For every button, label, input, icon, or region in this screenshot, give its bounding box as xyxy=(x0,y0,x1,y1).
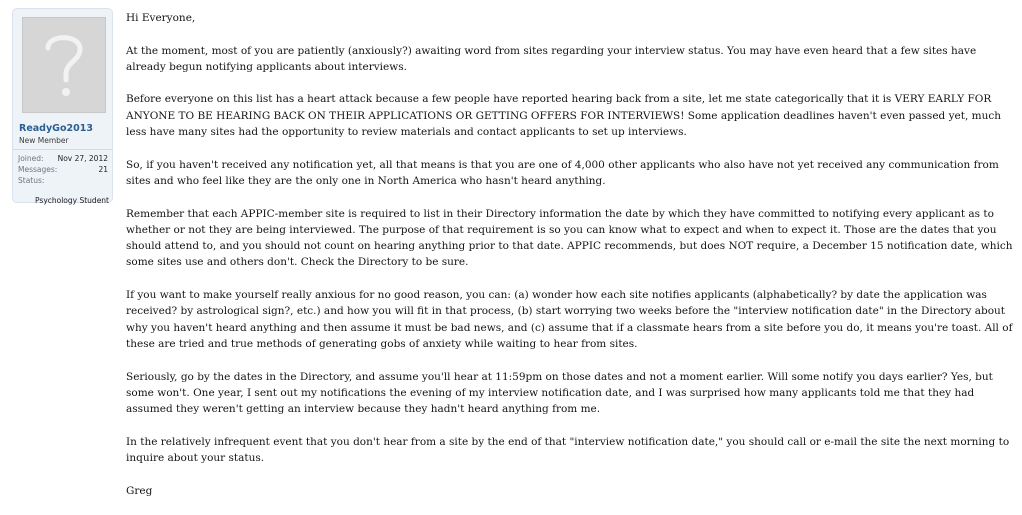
messages-label: Messages: xyxy=(18,165,58,174)
message-paragraph: So, if you haven't received any notification yet, all that means is that you are one of 4,000 other applicants who also have not yet received any communication from sites and who feel like they are the only one in North America who hasn't heard anything. xyxy=(126,158,999,187)
stat-joined xyxy=(18,153,108,164)
joined-value: Nov 27, 2012 xyxy=(57,154,108,163)
stat-messages xyxy=(18,164,108,175)
user-info-panel xyxy=(12,8,113,203)
message-paragraph: Seriously, go by the dates in the Directory, and assume you'll hear at 11:59pm on those dates and not a moment earlier. Will some notify you days earlier? Yes, but some won't. One year, I sent out my notifications the evening of my interview notification date, and I was surprised how many applicants told me that they had assumed they weren't getting an interview because they hadn't heard anything from me. xyxy=(126,370,993,416)
divider xyxy=(13,149,112,150)
status-value: Psychology Student xyxy=(35,196,109,205)
status-label: Status: xyxy=(18,176,45,185)
avatar[interactable] xyxy=(22,17,106,113)
message-body xyxy=(126,10,1014,515)
message-paragraph: At the moment, most of you are patiently (anxiously?) awaiting word from sites regarding your interview status. You may have even heard that a few sites have already begun notifying applicants about interviews. xyxy=(126,44,977,73)
message-paragraph: If you want to make yourself really anxious for no good reason, you can: (a) wonder how each site notifies applicants (alphabetically? by date the application was received? by astrological sign?, etc.) and how you will fit in that process, (b) start worrying two weeks before the "interview notification date" in the Directory about why you haven't heard anything and then assume it must be bad news, and (c) assume that if a classmate hears from a site before you do, it means you're toast. All of these are tried and true methods of generating gobs of anxiety while waiting to hear from sites. xyxy=(126,289,1013,350)
avatar-placeholder-icon xyxy=(23,18,105,112)
message-paragraph: In the relatively infrequent event that you don't hear from a site by the end of that "interview notification date," you should call or e-mail the site the next morning to inquire about your status. xyxy=(126,435,1010,465)
messages-value[interactable]: 21 xyxy=(98,165,108,174)
stat-status xyxy=(18,175,108,186)
message-paragraph: Before everyone on this list has a heart attack because a few people have reported hearing back from a site, let me state categorically that it is VERY EARLY FOR ANYONE TO BE HEARING BACK ON THEIR APPLICATIONS OR GETTING OFFERS FOR INTERVIEWS! Some application deadlines haven't even passed yet, much less have many sites had the opportunity to review materials and contact applicants to set up interviews. xyxy=(126,93,1001,139)
username-link[interactable]: ReadyGo2013 xyxy=(19,123,93,134)
user-stats xyxy=(18,153,108,186)
message-paragraph: Remember that each APPIC-member site is required to list in their Directory information the date by which they have committed to notifying every applicant as to whether or not they are being interviewed. The purpose of that requirement is so you can know what to expect and when to expect it. Those are the dates that you should attend to, and you should not count on hearing anything prior to that date. APPIC recommends, but does NOT require, a December 15 notification date, which some sites use and others don't. Check the Directory to be sure. xyxy=(126,207,1013,269)
joined-label: Joined: xyxy=(18,154,44,163)
message-paragraph: Hi Everyone, xyxy=(126,12,196,24)
user-title: New Member xyxy=(19,136,69,145)
message-signature: Greg xyxy=(126,484,153,497)
